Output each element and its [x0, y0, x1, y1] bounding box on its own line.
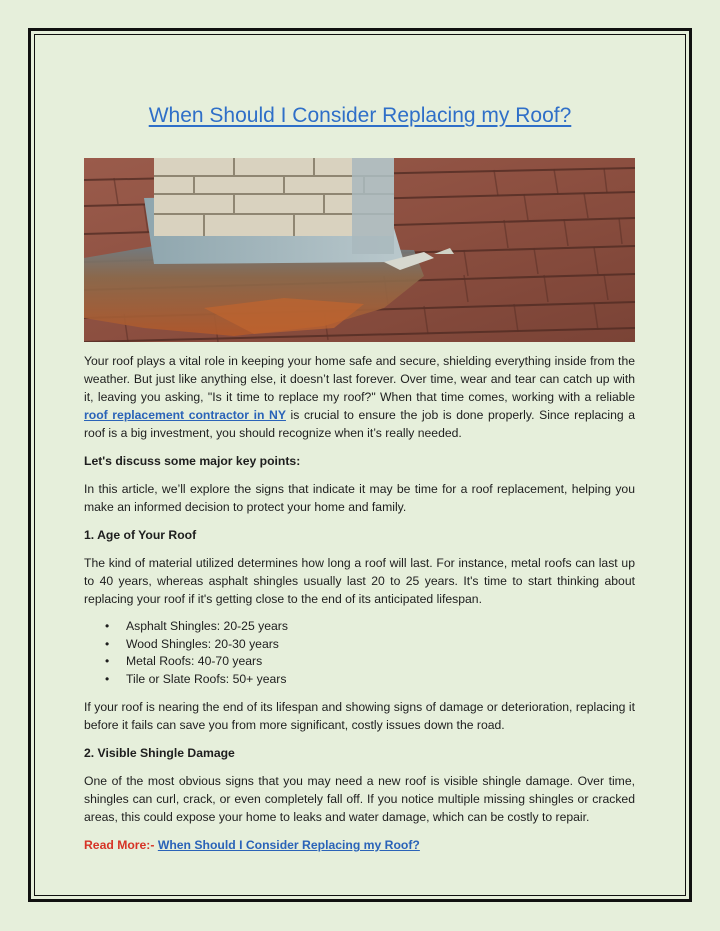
- read-more-label: Read More:-: [84, 838, 155, 852]
- list-item: • Metal Roofs: 40-70 years: [126, 653, 635, 671]
- intro-text-1: Your roof plays a vital role in keeping your home safe and secure, shielding everything inside from the weather. But just like anything else, it doesn’t last forever. Over time, wear and tear can catch up with it, leaving you asking, "Is it time to replace my roof?" When that time comes, working with a reliable: [84, 354, 635, 404]
- bullet-icon: •: [105, 619, 110, 633]
- section-1-body: The kind of material utilized determines how long a roof will last. For instance, metal roofs can last up to 40 years, whereas asphalt shingles usually last 20 to 25 years. It's time to start thinking about replacing your roof if it's getting close to the end of its anticipated lifespan.: [84, 556, 635, 606]
- list-item: • Wood Shingles: 20-30 years: [126, 636, 635, 654]
- bullet-icon: •: [105, 671, 110, 686]
- roof-photo: [84, 158, 635, 342]
- roof-replacement-link[interactable]: roof replacement contractor in NY: [84, 408, 286, 422]
- key-points-heading: Let's discuss some major key points:: [84, 454, 301, 468]
- intro-text-2: is crucial to ensure the job is done properly. Since replacing a roof is a big investment, you should recognize when it’s really needed.: [84, 408, 636, 440]
- section-1-heading: 1. Age of Your Roof: [84, 528, 197, 542]
- intro-paragraph: [84, 352, 635, 442]
- article-body: [84, 352, 635, 864]
- list-item: • Tile or Slate Roofs: 50+ years: [126, 671, 635, 689]
- page-title: When Should I Consider Replacing my Roof?: [148, 104, 572, 127]
- section-1-closing: If your roof is nearing the end of its lifespan and showing signs of damage or deterioration, replacing it before it fails can save you from more significant, costly issues down the road.: [84, 700, 635, 732]
- lifespan-list: [84, 618, 635, 688]
- list-item: • Asphalt Shingles: 20-25 years: [126, 618, 635, 636]
- bullet-icon: •: [105, 636, 110, 651]
- section-2-body: One of the most obvious signs that you may need a new roof is visible shingle damage. Over time, shingles can curl, crack, or even completely fall off. If you notice multiple missing shingles or cracked areas, this could expose your home to leaks and water damage, which can be costly to repair.: [84, 774, 635, 824]
- read-more-link[interactable]: When Should I Consider Replacing my Roof?: [157, 838, 420, 852]
- section-2-heading: 2. Visible Shingle Damage: [84, 746, 235, 760]
- article-intro-paragraph: In this article, we’ll explore the signs that indicate it may be time for a roof replacement, helping you make an informed decision to protect your home and family.: [84, 482, 635, 514]
- bullet-icon: •: [105, 654, 110, 668]
- read-more-line: [84, 836, 635, 854]
